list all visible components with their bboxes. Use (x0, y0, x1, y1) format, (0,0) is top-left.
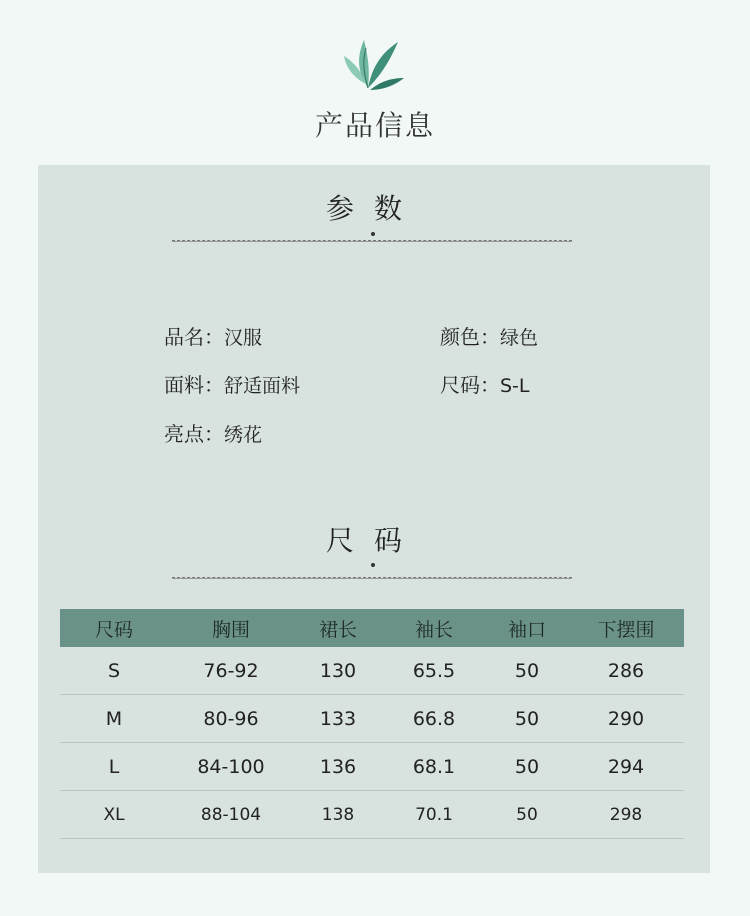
column-header: 尺码 (60, 609, 168, 647)
leaf-logo-icon (338, 18, 408, 100)
size-table-header (60, 609, 684, 647)
param-size-key: 尺码： (440, 373, 500, 397)
table-cell: 286 (568, 647, 684, 695)
table-cell: 50 (486, 743, 568, 791)
table-cell: XL (60, 791, 168, 839)
table-cell: 88-104 (168, 791, 294, 839)
table-cell: 66.8 (382, 695, 486, 743)
table-cell: 84-100 (168, 743, 294, 791)
size-divider (172, 577, 572, 579)
column-header: 袖口 (486, 609, 568, 647)
table-cell: 70.1 (382, 791, 486, 839)
size-table (60, 609, 684, 839)
size-heading-dot (371, 563, 375, 567)
size-heading: 尺码 (325, 524, 422, 557)
table-row (60, 647, 684, 695)
params-heading: 参数 (325, 192, 422, 225)
table-cell: 50 (486, 647, 568, 695)
param-color-value: 绿色 (500, 327, 539, 349)
table-row (60, 695, 684, 743)
table-cell: 50 (486, 791, 568, 839)
column-header: 裙长 (294, 609, 382, 647)
table-cell: 294 (568, 743, 684, 791)
table-cell: L (60, 743, 168, 791)
param-fabric (164, 369, 300, 398)
table-cell: S (60, 647, 168, 695)
table-cell: 76-92 (168, 647, 294, 695)
table-cell: 136 (294, 743, 382, 791)
param-fabric-value: 舒适面料 (224, 375, 301, 397)
param-highlight-value: 绣花 (224, 424, 263, 446)
param-fabric-key: 面料： (164, 373, 224, 397)
table-cell: 133 (294, 695, 382, 743)
table-cell: 68.1 (382, 743, 486, 791)
param-highlight (164, 418, 262, 447)
param-name (164, 321, 262, 350)
param-size-value: S-L (500, 375, 530, 397)
table-row (60, 791, 684, 839)
column-header: 胸围 (168, 609, 294, 647)
table-cell: 65.5 (382, 647, 486, 695)
table-cell: M (60, 695, 168, 743)
param-color-key: 颜色： (440, 325, 500, 349)
param-color (440, 321, 538, 350)
table-cell: 298 (568, 791, 684, 839)
column-header: 袖长 (382, 609, 486, 647)
table-cell: 80-96 (168, 695, 294, 743)
table-cell: 50 (486, 695, 568, 743)
params-heading-dot (371, 232, 375, 236)
param-name-value: 汉服 (224, 327, 263, 349)
table-row (60, 743, 684, 791)
params-divider (172, 240, 572, 242)
table-cell: 290 (568, 695, 684, 743)
table-cell: 130 (294, 647, 382, 695)
table-cell: 138 (294, 791, 382, 839)
param-size (440, 369, 530, 398)
info-panel (38, 165, 710, 873)
column-header: 下摆围 (568, 609, 684, 647)
page-title: 产品信息 (314, 109, 435, 142)
param-name-key: 品名： (164, 325, 224, 349)
param-highlight-key: 亮点： (164, 422, 224, 446)
